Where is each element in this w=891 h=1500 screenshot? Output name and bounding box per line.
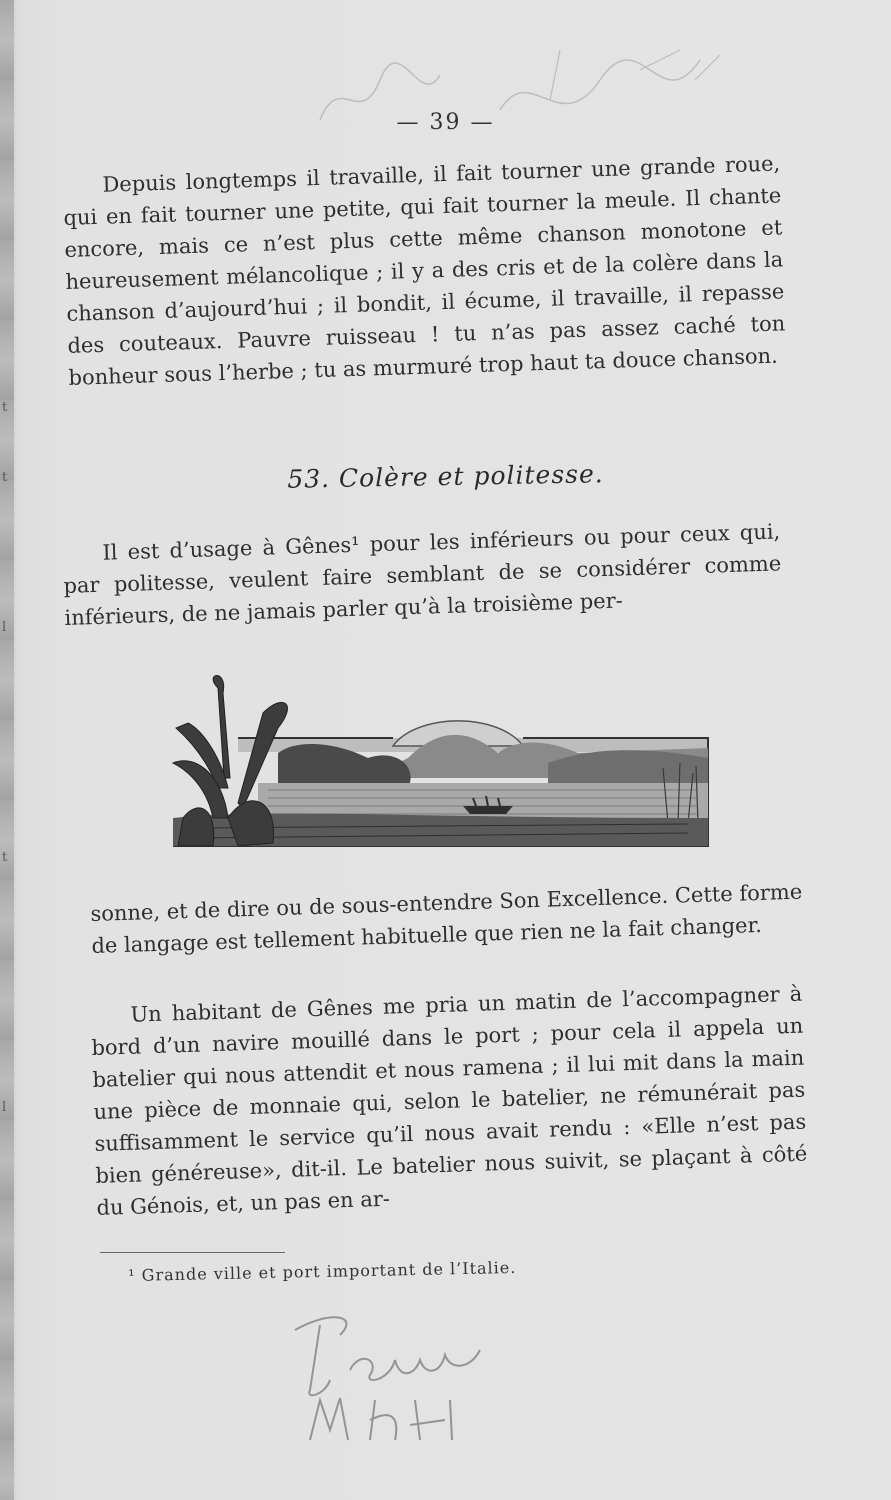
margin-mark: l xyxy=(2,1100,7,1115)
paragraph-anecdote xyxy=(90,978,809,1224)
paragraph-continued xyxy=(90,876,804,962)
margin-mark: t xyxy=(2,400,8,415)
section-heading: 53. Colère et politesse. xyxy=(287,459,604,494)
paragraph-top-text: Depuis longtemps il travaille, il fait tourner une grande roue, qui en fait tourner une petite, qui fait tourner la meule. Il chante encore, mais ce n’est plus cette même chanson monotone et heureusement mélancolique ; il y a des cris et de la colère dans la chanson d’aujourd’hui ; il bondit, il écume, il travaille, il repasse des couteaux. Pauvre ruisseau ! tu n’as pas assez caché ton bonheur sous l’herbe ; tu as murmuré trop haut ta douce chanson. xyxy=(63,151,786,390)
margin-mark: t xyxy=(2,470,8,485)
footnote: ¹ Grande ville et port important de l’Italie. xyxy=(128,1257,517,1285)
paragraph-intro-text: Il est d’usage à Gênes¹ pour les inférieurs ou pour ceux qui, par politesse, veulent faire semblant de se considérer comme inférieurs, de ne jamais parler qu’à la troisième per- xyxy=(63,519,782,630)
book-spine-edge xyxy=(0,0,14,1500)
handwritten-signature xyxy=(270,1300,510,1450)
paragraph-intro xyxy=(62,515,783,634)
footnote-divider xyxy=(100,1252,285,1253)
margin-mark: l xyxy=(2,620,7,635)
paragraph-continued-text: sonne, et de dire ou de sous-entendre Son Excellence. Cette forme de langage est tellement habituelle que rien ne la fait changer. xyxy=(90,879,803,958)
paragraph-anecdote-text: Un habitant de Gênes me pria un matin de l’accompagner à bord d’un navire mouillé dans le port ; pour cela il appela un batelier qui nous attendit et nous ramena ; il lui mit dans la main une pièce de monnaie qui, selon le batelier, ne rémunérait pas suffisamment le service qu’il nous avait rendu : «Elle n’est pas bien généreuse», dit-il. Le batelier nous suivit, se plaçant à côté du Génois, et, un pas en ar- xyxy=(91,981,808,1220)
page-number: — 39 — xyxy=(396,110,495,135)
engraving-lake-landscape-illustration xyxy=(168,668,713,878)
paragraph-top xyxy=(62,147,787,393)
margin-mark: t xyxy=(2,850,8,865)
